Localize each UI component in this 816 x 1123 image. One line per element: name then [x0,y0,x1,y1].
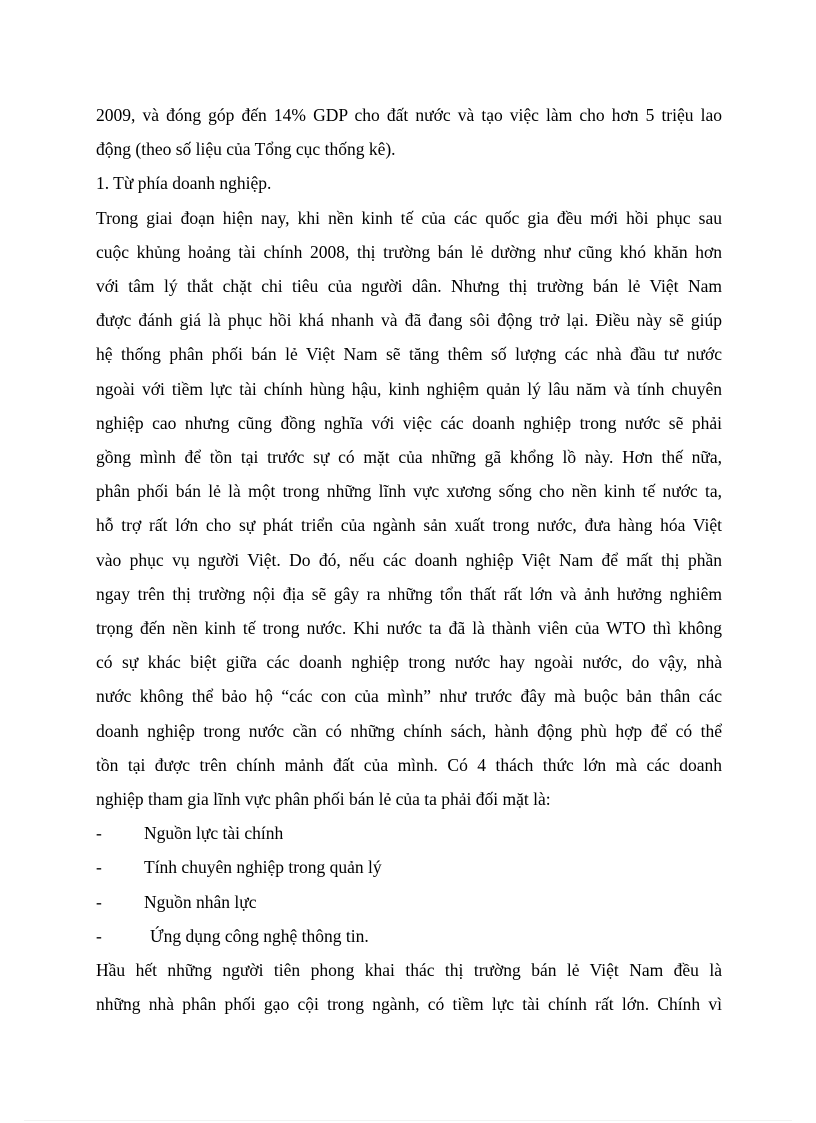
text-line: phân phối bán lẻ là một trong những lĩnh vực xương sống cho nền kinh tế nước ta, [96,481,722,502]
text-line: gồng mình để tồn tại trước sự có mặt của những gã khổng lồ này. Hơn thế nữa, [96,447,722,468]
text-line: ngay trên thị trường nội địa sẽ gây ra những tổn thất rất lớn và ảnh hưởng nghiêm [96,583,722,604]
text-line: Trong giai đoạn hiện nay, khi nền kinh tế của các quốc gia đều mới hồi phục sau [96,207,722,228]
text-line: động (theo số liệu của Tổng cục thống kê). [96,139,396,160]
bullet-dash: - [96,857,102,878]
list-item-text: Nguồn lực tài chính [144,823,284,844]
list-item [96,885,722,919]
text-line: hệ thống phân phối bán lẻ Việt Nam sẽ tăng thêm số lượng các nhà đầu tư nước [96,344,722,365]
list-item-text: Tính chuyên nghiệp trong quản lý [144,857,382,878]
document-page [96,98,722,1021]
list-item [96,850,722,884]
text-line: với tâm lý thắt chặt chi tiêu của người dân. Nhưng thị trường bán lẻ Việt Nam [96,276,722,297]
page-bottom-rule [24,1120,792,1121]
text-line: được đánh giá là phục hồi khá nhanh và đã đang sôi động trở lại. Điều này sẽ giúp [96,310,722,331]
text-line: nghiệp cao nhưng cũng đồng nghĩa với việc các doanh nghiệp trong nước sẽ phải [96,412,722,433]
text-line: doanh nghiệp trong nước cần có những chính sách, hành động phù hợp để có thể [96,720,722,741]
closing-paragraph [96,953,722,1021]
intro-paragraph [96,98,722,166]
text-line: những nhà phân phối gạo cội trong ngành, có tiềm lực tài chính rất lớn. Chính vì [96,994,722,1015]
bullet-dash: - [96,823,102,844]
text-line: trọng đến nền kinh tế trong nước. Khi nước ta đã là thành viên của WTO thì không [96,618,722,639]
bullet-list [96,816,722,953]
text-line: vào phục vụ người Việt. Do đó, nếu các doanh nghiệp Việt Nam để mất thị phần [96,549,722,570]
list-item-text: Ứng dụng công nghệ thông tin. [150,925,369,946]
body-paragraph [96,201,722,817]
text-line: Hầu hết những người tiên phong khai thác thị trường bán lẻ Việt Nam đều là [96,960,722,981]
text-line: 2009, và đóng góp đến 14% GDP cho đất nước và tạo việc làm cho hơn 5 triệu lao [96,105,722,125]
list-item [96,816,722,850]
text-line: nước không thể bảo hộ “các con của mình” như trước đây mà buộc bản thân các [96,686,722,707]
text-line: ngoài với tiềm lực tài chính hùng hậu, kinh nghiệm quản lý lâu năm và tính chuyên [96,378,722,399]
text-line: có sự khác biệt giữa các doanh nghiệp trong nước hay ngoài nước, do vậy, nhà [96,652,722,673]
bullet-dash: - [96,925,102,946]
text-line: cuộc khủng hoảng tài chính 2008, thị trường bán lẻ dường như cũng khó khăn hơn [96,241,722,262]
text-line: tồn tại được trên chính mảnh đất của mình. Có 4 thách thức lớn mà các doanh [96,754,722,775]
list-item [96,919,722,953]
text-line: hỗ trợ rất lớn cho sự phát triển của ngành sản xuất trong nước, đưa hàng hóa Việt [96,515,722,536]
bullet-dash: - [96,891,102,912]
list-item-text: Nguồn nhân lực [144,891,257,912]
section-heading: 1. Từ phía doanh nghiệp. [96,173,272,194]
text-line: nghiệp tham gia lĩnh vực phân phối bán lẻ của ta phải đối mặt là: [96,789,551,810]
